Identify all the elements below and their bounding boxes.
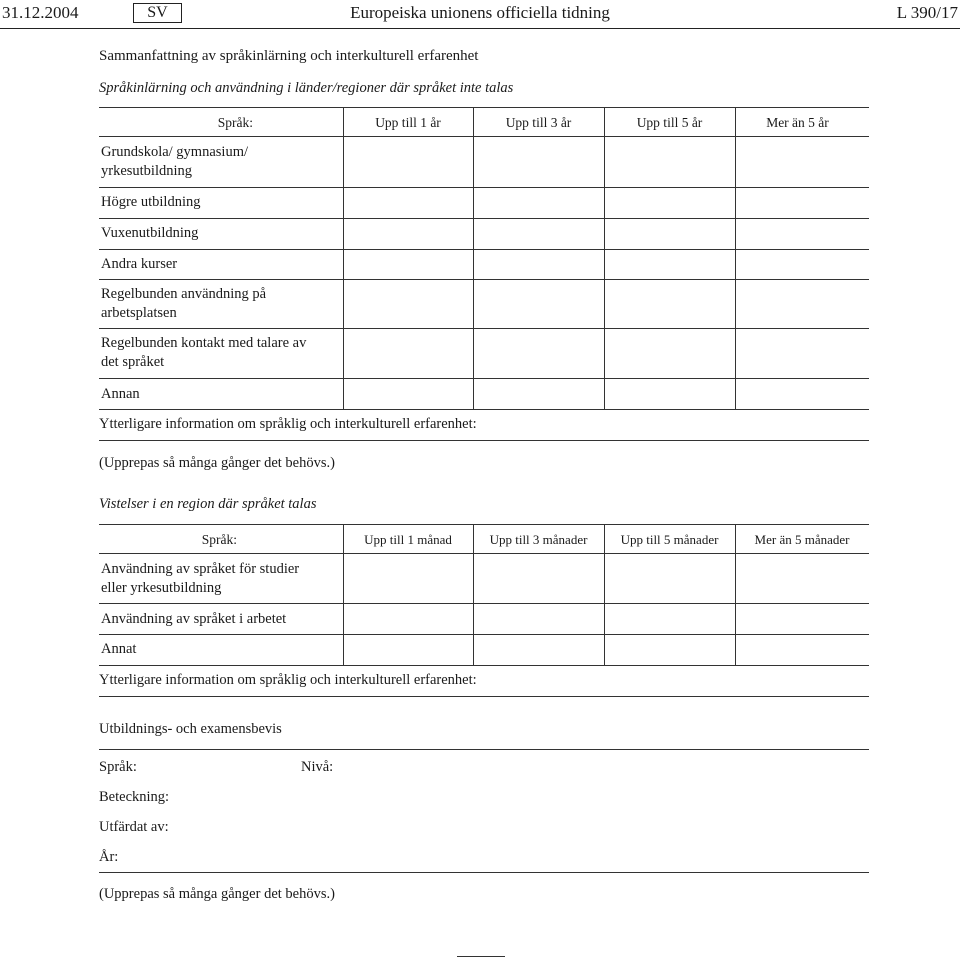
page-reference: L 390/17 — [896, 3, 958, 22]
journal-title: Europeiska unionens officiella tidning — [350, 3, 610, 22]
row-label: Grundskola/ gymnasium/ — [101, 144, 249, 160]
table-rule — [99, 553, 869, 554]
row-label: Högre utbildning — [101, 194, 201, 210]
language-column-header: Språk: — [217, 115, 253, 130]
page-title: Sammanfattning av språkinlärning och interkulturell erfarenhet — [99, 48, 479, 64]
row-label: Regelbunden användning på — [101, 286, 267, 302]
section1-repeat-note: (Upprepas så många gånger det behövs.) — [99, 455, 335, 471]
header-date: 31.12.2004 — [2, 3, 79, 22]
row-label: Användning av språket i arbetet — [101, 611, 287, 627]
row-label: Användning av språket för studier — [101, 561, 300, 577]
section3-rule — [99, 749, 869, 750]
footer-rule — [457, 956, 505, 957]
row-label: Regelbunden kontakt med talare av — [101, 335, 307, 351]
section2-extra-info: Ytterligare information om språklig och interkulturell erfarenhet: — [99, 672, 477, 688]
section3-title: Utbildnings- och examensbevis — [99, 721, 282, 737]
table-rule — [99, 524, 869, 525]
section3-bottom-rule — [99, 872, 869, 873]
language-badge: SV — [133, 3, 182, 23]
row-label: arbetsplatsen — [101, 305, 177, 321]
extra-info-rule — [99, 696, 869, 697]
row-label: Annan — [101, 386, 140, 402]
designation-label: Beteckning: — [99, 789, 170, 805]
section1-extra-info: Ytterligare information om språklig och interkulturell erfarenhet: — [99, 416, 477, 432]
row-label: Annat — [101, 641, 137, 657]
row-label: Andra kurser — [101, 256, 178, 272]
column-header: Upp till 5 månader — [620, 532, 719, 547]
column-header: Upp till 3 månader — [489, 532, 588, 547]
year-label: År: — [99, 849, 119, 865]
section1-subtitle: Språkinlärning och användning i länder/regioner där språket inte talas — [99, 80, 514, 96]
section3-repeat-note: (Upprepas så många gånger det behövs.) — [99, 886, 335, 902]
column-header: Upp till 5 år — [636, 115, 703, 130]
column-header: Mer än 5 år — [766, 115, 829, 130]
table-rule — [99, 603, 869, 604]
issued-by-label: Utfärdat av: — [99, 819, 169, 835]
column-header: Upp till 1 år — [375, 115, 441, 130]
language-label: Språk: — [99, 759, 137, 775]
column-header: Mer än 5 månader — [754, 532, 850, 547]
table-rule — [99, 634, 869, 635]
row-label: eller yrkesutbildning — [101, 580, 222, 596]
row-label: yrkesutbildning — [101, 163, 193, 179]
column-header: Upp till 3 år — [505, 115, 572, 130]
column-header: Upp till 1 månad — [364, 532, 452, 547]
row-label: Vuxenutbildning — [101, 225, 199, 241]
table-rule — [99, 665, 869, 666]
language-column-header: Språk: — [201, 532, 237, 547]
section2-subtitle: Vistelser i en region där språket talas — [99, 496, 317, 512]
row-label: det språket — [101, 354, 165, 370]
level-label: Nivå: — [301, 759, 334, 775]
